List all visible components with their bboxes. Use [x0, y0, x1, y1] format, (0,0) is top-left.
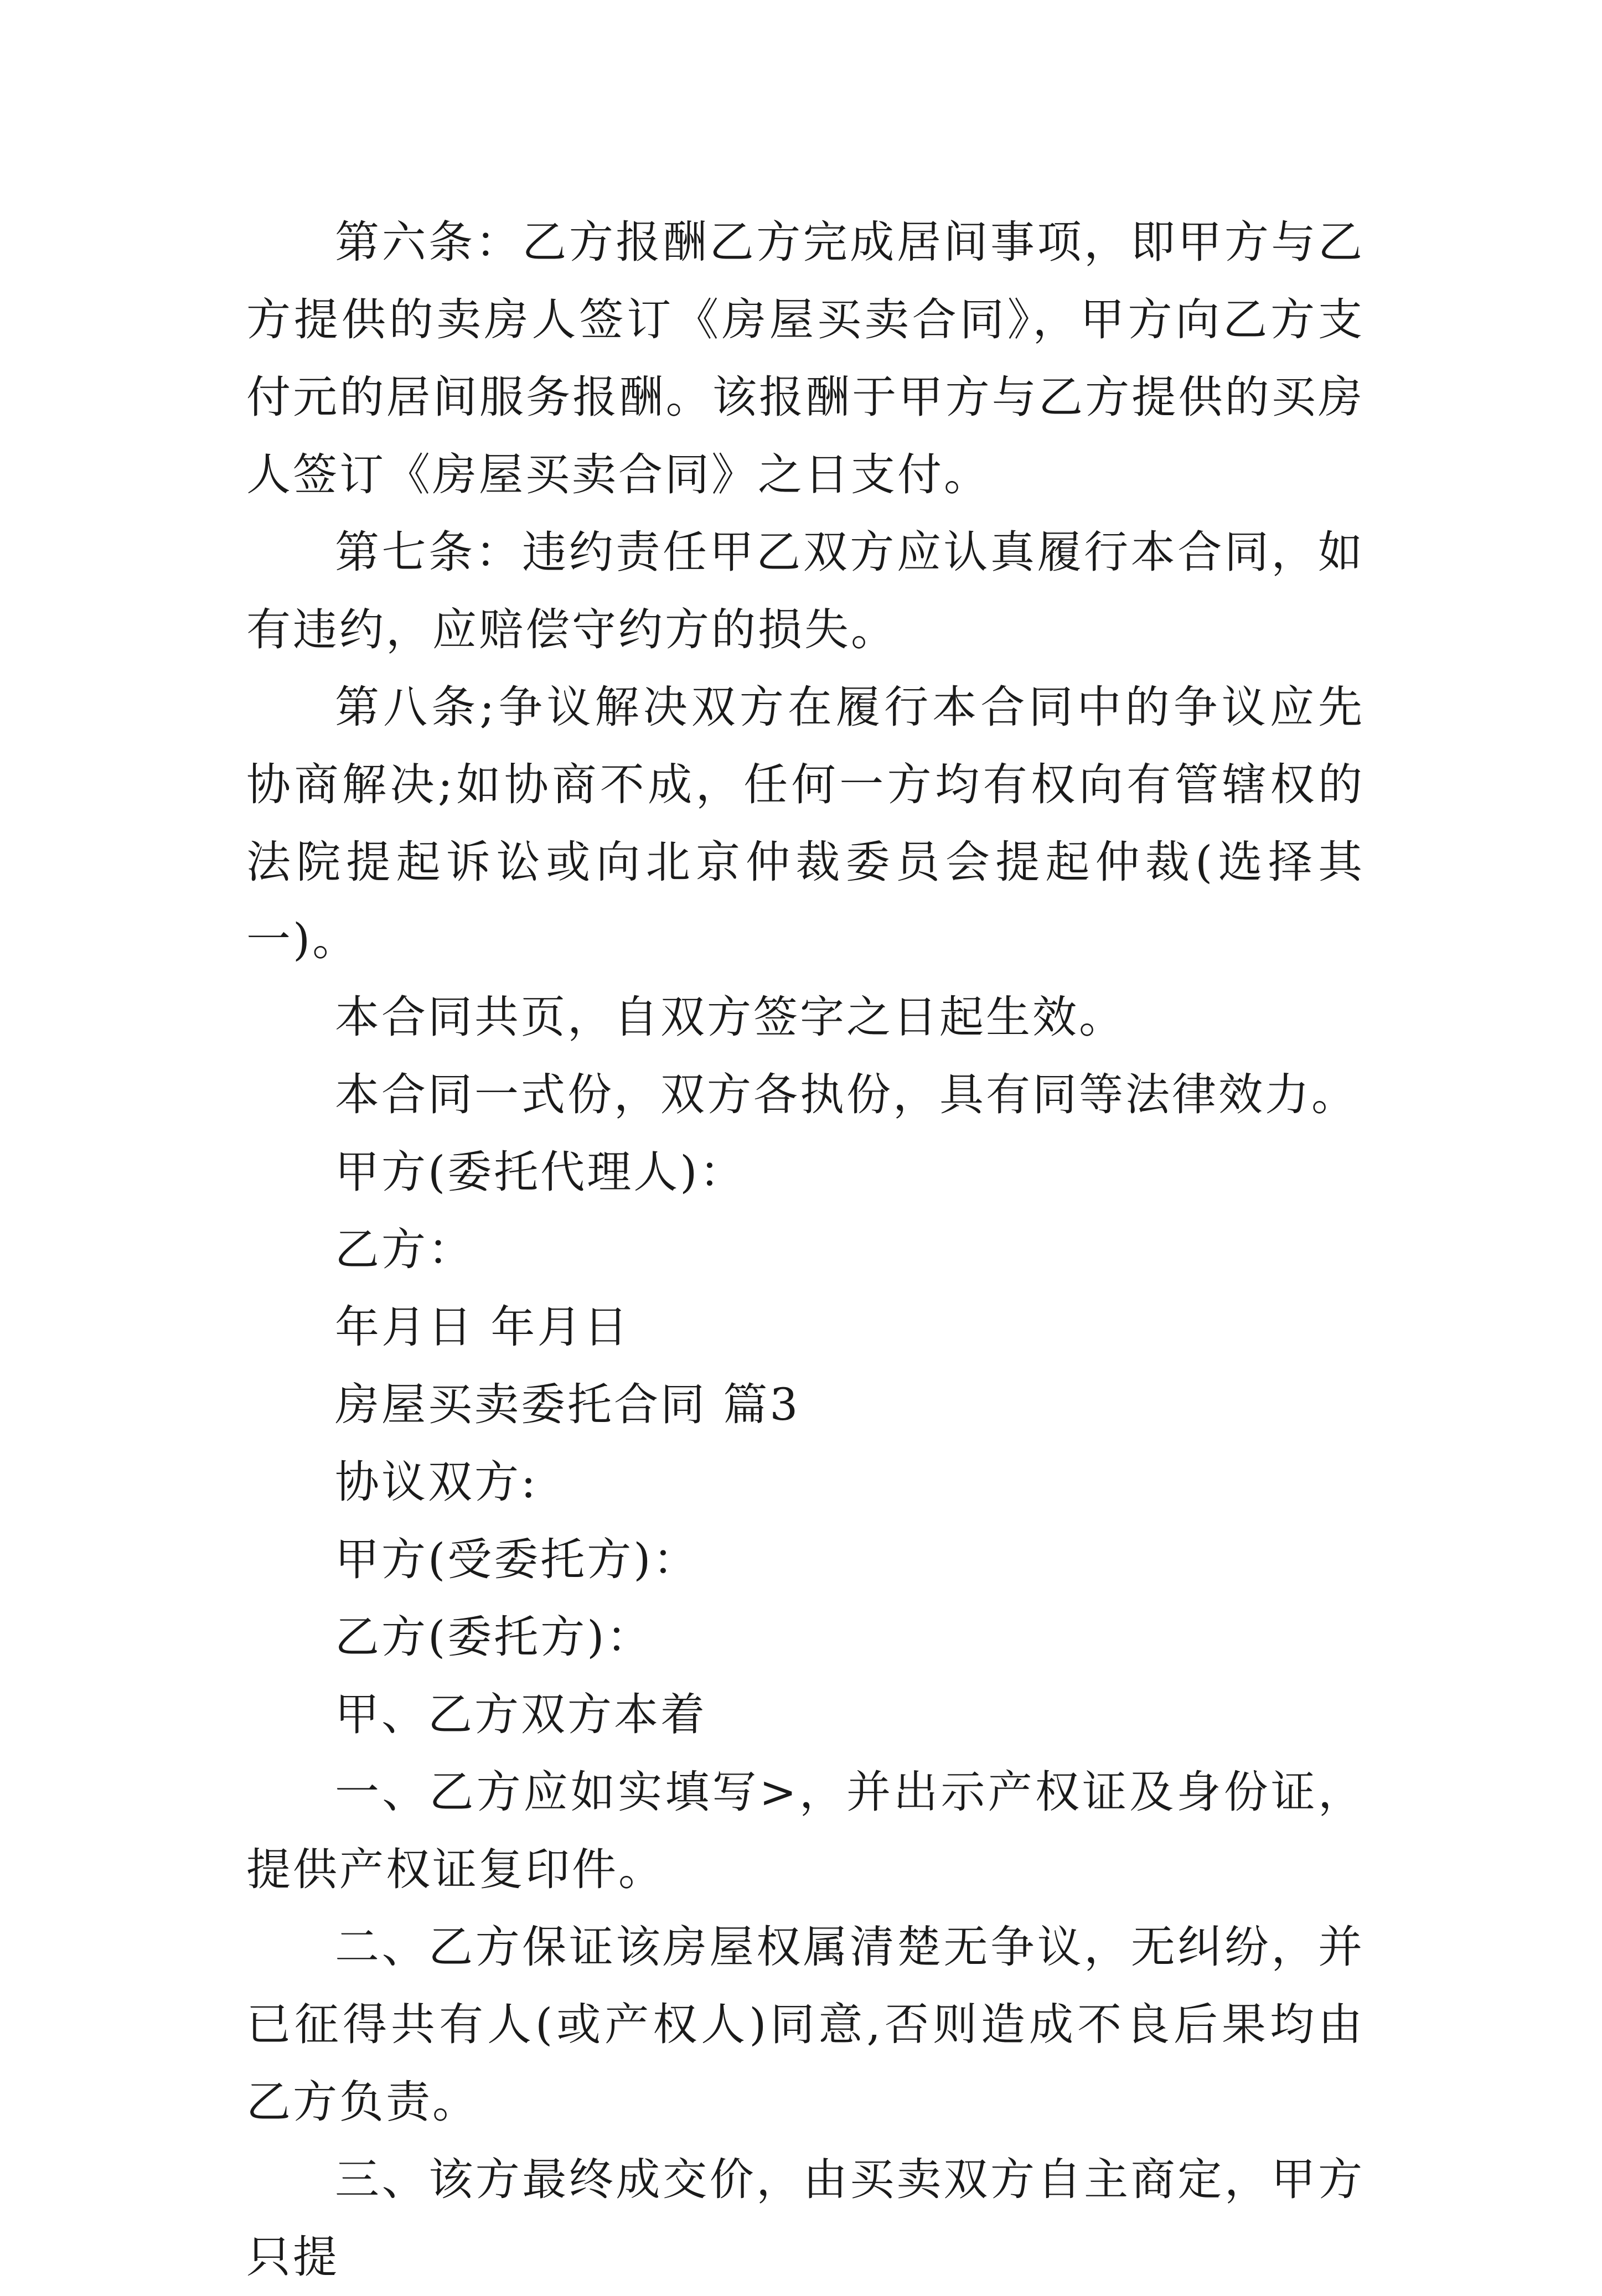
- clause-6-paragraph: 第六条：乙方报酬乙方完成居间事项，即甲方与乙方提供的卖房人签订《房屋买卖合同》，甲方向乙方支付元的居间服务报酬。该报酬于甲方与乙方提供的买房人签订《房屋买卖合同》之日支付。: [246, 216, 1365, 500]
- date-line: 年月日 年月日: [335, 1301, 631, 1353]
- preamble-line: 甲、乙方双方本着: [335, 1689, 707, 1740]
- pages-clause: 本合同共页，自双方签字之日起生效。: [335, 991, 1125, 1043]
- copies-clause: 本合同一式份，双方各执份，具有同等法律效力。: [335, 1069, 1358, 1120]
- party-b-line: 乙方(委托方)：: [335, 1611, 653, 1663]
- document-body: [246, 204, 1365, 2296]
- parties-heading: 协议双方:: [335, 1456, 538, 1508]
- item-1-paragraph: 一、乙方应如实填写>，并出示产权证及身份证，提供产权证复印件。: [246, 1766, 1365, 1895]
- clause-8-paragraph: 第八条;争议解决双方在履行本合同中的争议应先协商解决;如协商不成，任何一方均有权向有管辖权的法院提起诉讼或向北京仲裁委员会提起仲裁(选择其一)。: [246, 681, 1365, 965]
- party-a-line: 甲方(受委托方)：: [335, 1534, 700, 1585]
- section-title: 房屋买卖委托合同 篇3: [335, 1379, 800, 1430]
- item-2-paragraph: 二、乙方保证该房屋权属清楚无争议，无纠纷，并已征得共有人(或产权人)同意,否则造成不良后果均由乙方负责。: [246, 1921, 1365, 2128]
- clause-7-paragraph: 第七条：违约责任甲乙双方应认真履行本合同，如有违约，应赔偿守约方的损失。: [246, 526, 1365, 655]
- item-3-paragraph: 三、该方最终成交价，由买卖双方自主商定，甲方只提: [246, 2154, 1365, 2283]
- party-a-signature-line: 甲方(委托代理人)：: [335, 1146, 746, 1198]
- party-b-signature-line: 乙方：: [335, 1224, 474, 1275]
